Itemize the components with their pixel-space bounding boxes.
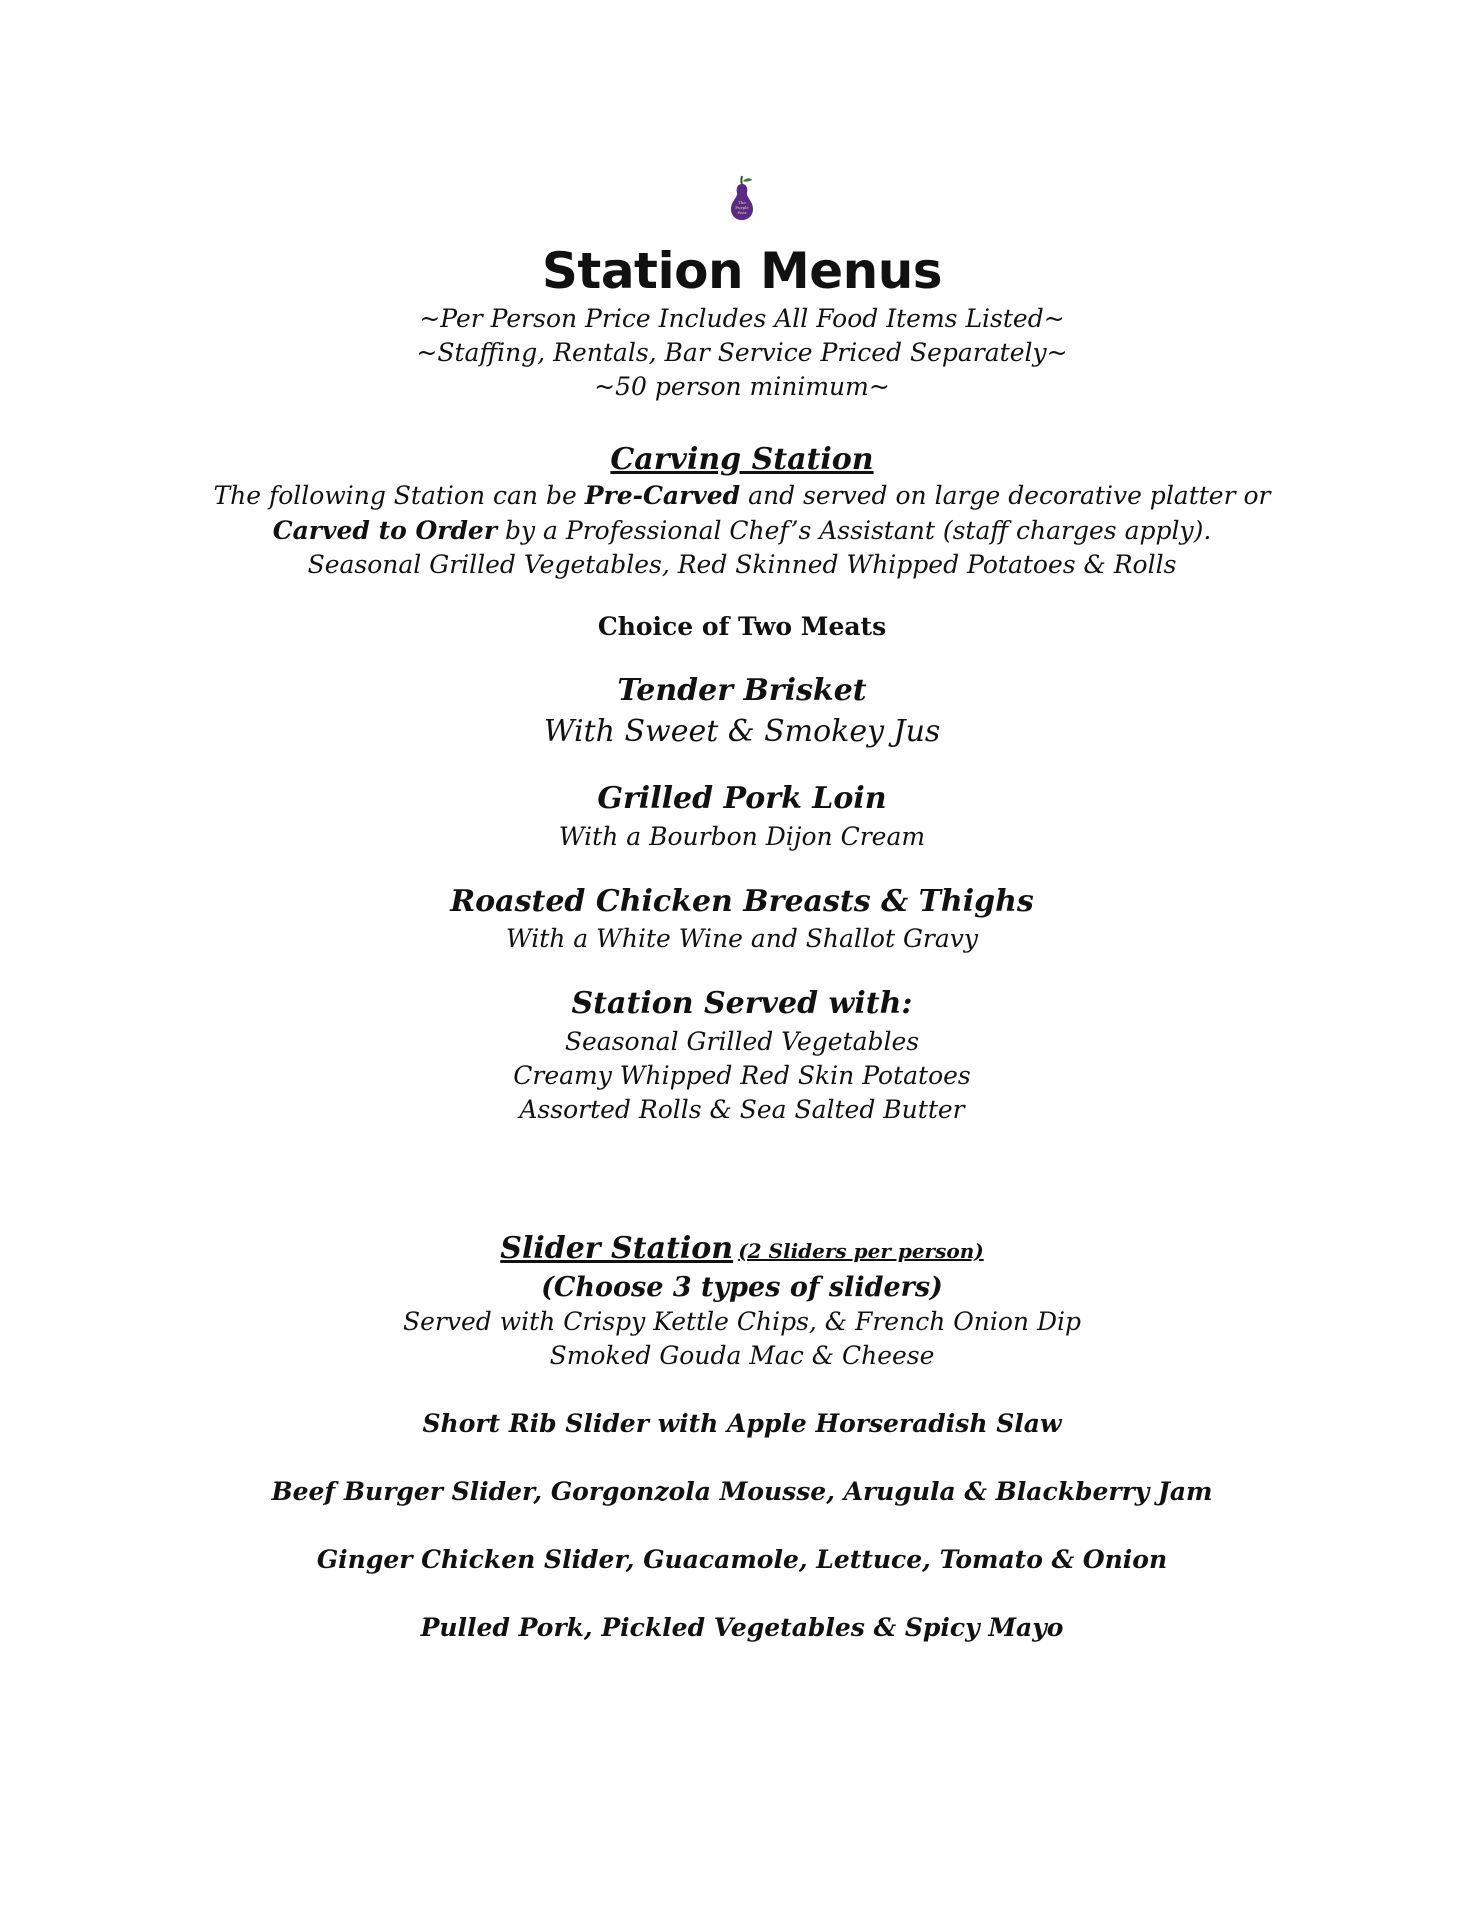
intro-text: The following Station can be: [213, 481, 585, 510]
slider-item: Ginger Chicken Slider, Guacamole, Lettuce, Tomato & Onion: [316, 1545, 1168, 1574]
carving-station-heading: Carving Station: [610, 442, 874, 477]
carving-intro-line-3: Seasonal Grilled Vegetables, Red Skinned Whipped Potatoes & Rolls: [307, 550, 1177, 579]
meat-name: Tender Brisket: [617, 673, 867, 708]
choose-sliders: (Choose 3 types of sliders): [541, 1272, 943, 1303]
carved-to-order-text: Carved to Order: [272, 516, 498, 545]
meat-description: With Sweet & Smokey Jus: [543, 714, 941, 749]
slider-item: Pulled Pork, Pickled Vegetables & Spicy Mayo: [420, 1613, 1064, 1642]
note-line: ~50 person minimum~: [594, 372, 890, 401]
choice-of-meats: Choice of Two Meats: [597, 612, 887, 641]
meat-description: With a White Wine and Shallot Gravy: [505, 924, 979, 953]
pre-carved-text: Pre-Carved: [584, 481, 741, 510]
slider-heading-note: (2 Sliders per person): [738, 1239, 984, 1263]
meat-name: Grilled Pork Loin: [597, 781, 887, 816]
carving-intro-line-2: [0, 514, 1484, 548]
note-line: ~Staffing, Rentals, Bar Service Priced Separately~: [416, 338, 1068, 367]
intro-text: by a Professional Chef’s Assistant (staff charges apply).: [497, 516, 1212, 545]
meat-name: Roasted Chicken Breasts & Thighs: [450, 884, 1034, 919]
svg-text:The: The: [738, 200, 746, 205]
slider-served-line: Smoked Gouda Mac & Cheese: [549, 1341, 935, 1370]
served-item: Creamy Whipped Red Skin Potatoes: [513, 1061, 971, 1090]
pear-logo-icon: [722, 172, 762, 222]
carving-intro-line-1: [0, 479, 1484, 513]
slider-item: Short Rib Slider with Apple Horseradish Slaw: [422, 1409, 1062, 1438]
page-title: Station Menus: [541, 242, 943, 300]
slider-served-line: Served with Crispy Kettle Chips, & French Onion Dip: [403, 1307, 1081, 1336]
served-item: Seasonal Grilled Vegetables: [564, 1027, 920, 1056]
svg-text:Pear: Pear: [737, 210, 747, 215]
served-item: Assorted Rolls & Sea Salted Butter: [519, 1095, 965, 1124]
svg-text:Purple: Purple: [735, 205, 749, 210]
slider-heading-text: Slider Station: [500, 1231, 734, 1266]
slider-item: Beef Burger Slider, Gorgonzola Mousse, Arugula & Blackberry Jam: [271, 1477, 1213, 1506]
slider-station-heading: [0, 1229, 1484, 1273]
meat-description: With a Bourbon Dijon Cream: [558, 822, 926, 851]
intro-text: and served on large decorative platter or: [740, 481, 1271, 510]
note-line: ~Per Person Price Includes All Food Items Listed~: [419, 304, 1065, 333]
served-with-heading: Station Served with:: [571, 986, 913, 1021]
